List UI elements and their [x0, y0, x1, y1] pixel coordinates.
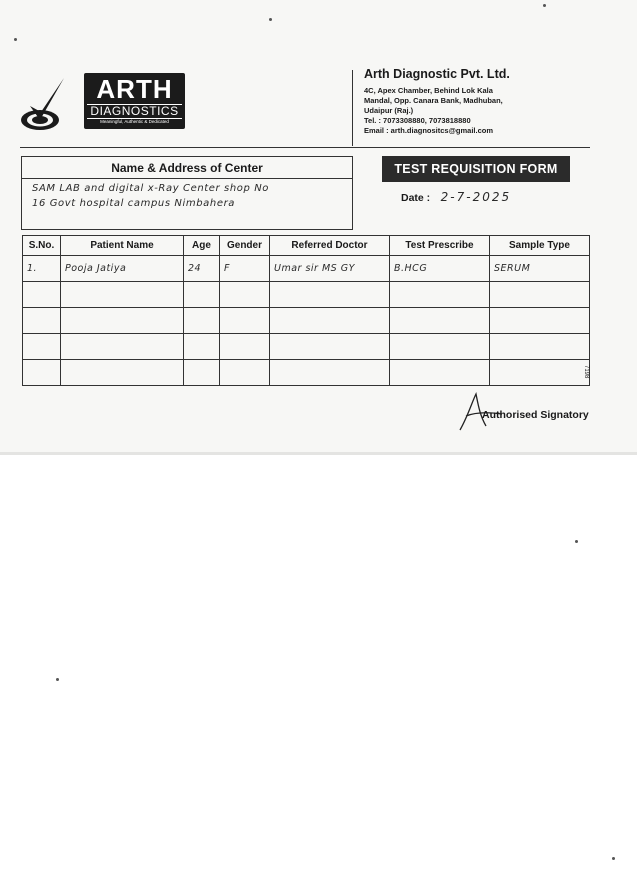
cell-age: [184, 334, 220, 360]
requisition-table: [22, 235, 590, 386]
date-label: Date :: [401, 192, 431, 204]
header-gender: Gender: [220, 236, 270, 256]
header-patient-name: Patient Name: [61, 236, 184, 256]
header-age: Age: [184, 236, 220, 256]
company-info: [364, 66, 614, 136]
cell-gender: [220, 282, 270, 308]
table-row: [23, 308, 590, 334]
cell-sno: [23, 308, 61, 334]
header-referred-doctor: Referred Doctor: [270, 236, 390, 256]
company-name: Arth Diagnostic Pvt. Ltd.: [364, 67, 510, 81]
table-header-row: [23, 236, 590, 256]
cell-patient-name: [61, 334, 184, 360]
cell-sample-type: [490, 360, 590, 386]
company-address: [364, 86, 614, 136]
logo-tagline: Meaningful, Authentic & Dedicated: [100, 119, 169, 124]
table-row: [23, 282, 590, 308]
cell-gender: [220, 360, 270, 386]
company-tel: Tel. : 7073308880, 7073818880: [364, 116, 471, 125]
center-heading: Name & Address of Center: [22, 157, 352, 179]
table-row: [23, 360, 590, 386]
center-address-box: [21, 156, 353, 230]
header-sno: S.No.: [23, 236, 61, 256]
form-title: TEST REQUISITION FORM: [382, 156, 570, 182]
cell-referred-doctor: Umar sir MS GY: [270, 256, 390, 282]
cell-age: [184, 308, 220, 334]
cell-gender: F: [220, 256, 270, 282]
cell-gender: [220, 334, 270, 360]
center-line: SAM LAB and digital x-Ray Center shop No: [32, 183, 270, 194]
cell-test-prescribe: [390, 282, 490, 308]
cell-test-prescribe: [390, 308, 490, 334]
header-test-prescribe: Test Prescribe: [390, 236, 490, 256]
cell-patient-name: Pooja Jatiya: [61, 256, 184, 282]
cell-patient-name: [61, 360, 184, 386]
cell-referred-doctor: [270, 308, 390, 334]
signature-block: [452, 390, 602, 434]
company-email: Email : arth.diagnositcs@gmail.com: [364, 126, 494, 135]
header-rule: [20, 147, 590, 148]
cell-sno: 1.: [23, 256, 61, 282]
center-address: [22, 179, 352, 213]
cell-sample-type: [490, 308, 590, 334]
cell-referred-doctor: [270, 334, 390, 360]
scan-speck: [14, 38, 17, 41]
scan-speck: [612, 857, 615, 860]
cell-test-prescribe: [390, 360, 490, 386]
center-line: 16 Govt hospital campus Nimbahera: [32, 198, 236, 209]
scan-speck: [56, 678, 59, 681]
scan-speck: [543, 4, 546, 7]
logo-subtitle: DIAGNOSTICS: [87, 104, 182, 119]
company-logo: [20, 70, 179, 132]
cell-test-prescribe: [390, 334, 490, 360]
date-value: 2-7-2025: [440, 190, 512, 204]
table-row: [23, 256, 590, 282]
cell-test-prescribe: B.HCG: [390, 256, 490, 282]
cell-patient-name: [61, 308, 184, 334]
sheet-edge: [0, 452, 637, 455]
logo-badge: [84, 73, 185, 129]
scan-speck: [575, 540, 578, 543]
cell-age: [184, 360, 220, 386]
table-row: [23, 334, 590, 360]
cell-sno: [23, 334, 61, 360]
date-row: [401, 188, 581, 206]
serial-number: 7198: [583, 365, 589, 379]
cell-age: 24: [184, 256, 220, 282]
scan-speck: [269, 18, 272, 21]
target-check-icon: [20, 76, 68, 132]
header-divider: [352, 70, 353, 146]
address-line: Mandal, Opp. Canara Bank, Madhuban,: [364, 96, 503, 105]
address-line: 4C, Apex Chamber, Behind Lok Kala: [364, 86, 493, 95]
cell-referred-doctor: [270, 282, 390, 308]
logo-title: ARTH: [96, 74, 173, 104]
cell-age: [184, 282, 220, 308]
cell-patient-name: [61, 282, 184, 308]
address-line: Udaipur (Raj.): [364, 106, 414, 115]
cell-sample-type: [490, 282, 590, 308]
cell-sno: [23, 282, 61, 308]
signatory-label: Authorised Signatory: [482, 409, 589, 421]
cell-sample-type: SERUM: [490, 256, 590, 282]
cell-gender: [220, 308, 270, 334]
cell-sample-type: [490, 334, 590, 360]
header-sample-type: Sample Type: [490, 236, 590, 256]
cell-referred-doctor: [270, 360, 390, 386]
cell-sno: [23, 360, 61, 386]
